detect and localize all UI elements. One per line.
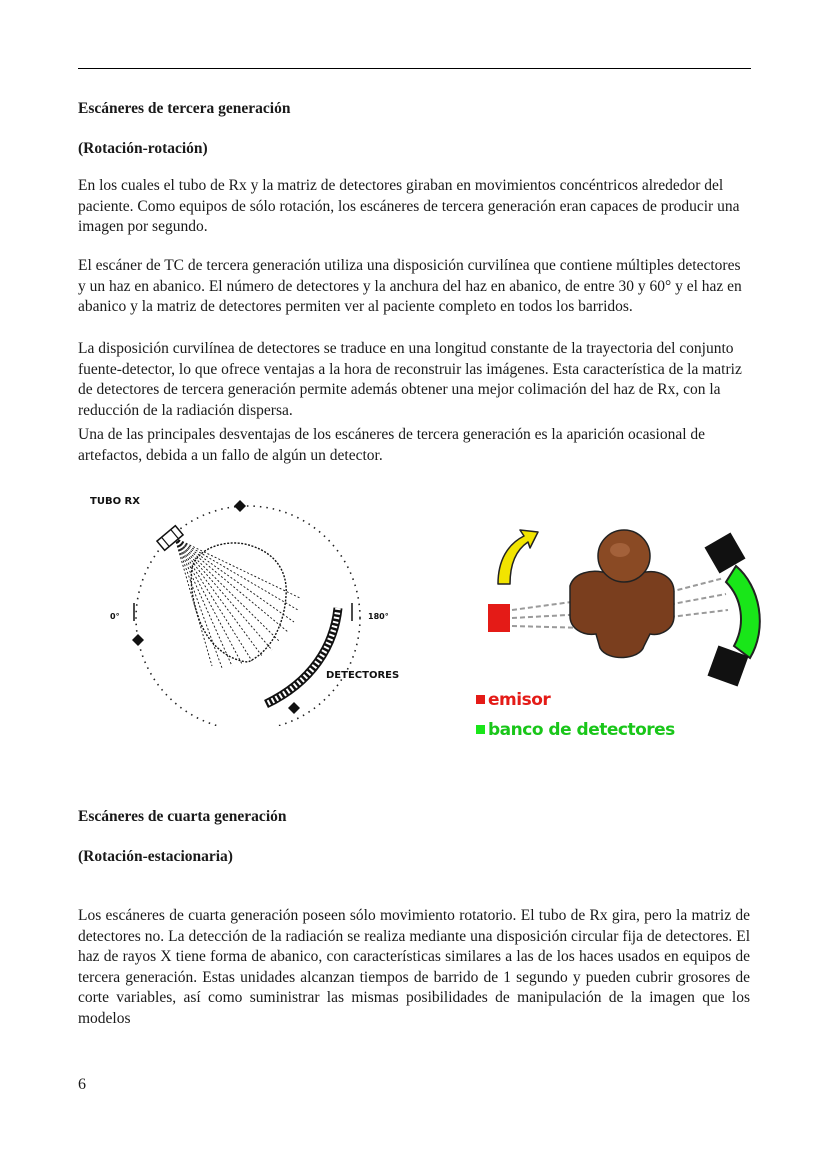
legend-detectors-label: banco de detectores: [488, 720, 675, 740]
section3-subtitle: (Rotación-rotación): [78, 140, 208, 157]
rotation-marker-left: [132, 634, 144, 646]
patient-figure: [570, 530, 674, 658]
legend-detectors-swatch: [476, 725, 485, 734]
patient-cross-section: [191, 543, 286, 662]
emitter-block: [488, 604, 510, 632]
rotation-marker-top: [234, 500, 246, 512]
page-number: 6: [78, 1076, 86, 1093]
section3-paragraph-2: El escáner de TC de tercera generación utiliza una disposición curvilínea que contiene múltiples detectores y un haz en abanico. El número de detectores y la anchura del haz en abanico, de entre 30 y 60° y el haz en abanico y la matriz de detectores permiten ver al paciente completo en todos los barridos.: [78, 257, 742, 316]
rotation-marker-bottom: [288, 702, 300, 714]
detector-bank: [705, 533, 760, 687]
third-gen-scanner-diagram: [80, 486, 420, 726]
header-rule: [78, 68, 751, 69]
section3-paragraph-1: En los cuales el tubo de Rx y la matriz de detectores giraban en movimientos concéntricos alrededor del paciente. Como equipos de sólo rotación, los escáneres de tercera generación eran capaces de producir una imagen por segundo.: [78, 177, 740, 236]
scanner-schematic: [80, 486, 420, 726]
label-zero-degrees: 0°: [110, 612, 120, 621]
colored-scanner-illustration: [474, 520, 784, 748]
label-180-degrees: 180°: [368, 612, 389, 621]
section4-subtitle: (Rotación-estacionaria): [78, 848, 233, 865]
section3-paragraph-3: La disposición curvilínea de detectores se traduce en una longitud constante de la trayectoria del conjunto fuente-detector, lo que ofrece ventajas a la hora de reconstruir las imágenes. Esta característica de la matriz de detectores de tercera generación permite además obtener una mejor colimación del haz de Rx, con la reducción de la radiación dispersa.: [78, 340, 742, 419]
section3-paragraph-4: Una de las principales desventajas de los escáneres de tercera generación es la aparición ocasional de artefactos, debida a un fallo de algún un detector.: [78, 426, 706, 464]
legend-emitter-swatch: [476, 695, 485, 704]
legend-emitter: [476, 690, 550, 710]
section4-paragraph-1: Los escáneres de cuarta generación poseen sólo movimiento rotatorio. El tubo de Rx gira, pero la matriz de detectores no. La detección de la radiación se realiza mediante una disposición circular fija de detectores. El haz de rayos X tiene forma de abanico, con características similares a las de los haces usados en equipos de tercera generación. Estas unidades alcanzan tiempos de barrido de 1 segundo y pueden cubrir grosores de corte variables, así como suministrar las mismas posibilidades de manipulación de la imagen que los modelos: [78, 907, 750, 1027]
legend-detectors: [476, 720, 675, 740]
label-xray-tube: TUBO RX: [90, 496, 140, 507]
rotation-arrow-icon: [498, 530, 538, 584]
section4-title: Escáneres de cuarta generación: [78, 808, 287, 825]
scanner-illustration: [474, 520, 784, 690]
section3-title: Escáneres de tercera generación: [78, 100, 291, 117]
label-detectors: DETECTORES: [326, 670, 400, 681]
legend-emitter-label: emisor: [488, 690, 551, 710]
